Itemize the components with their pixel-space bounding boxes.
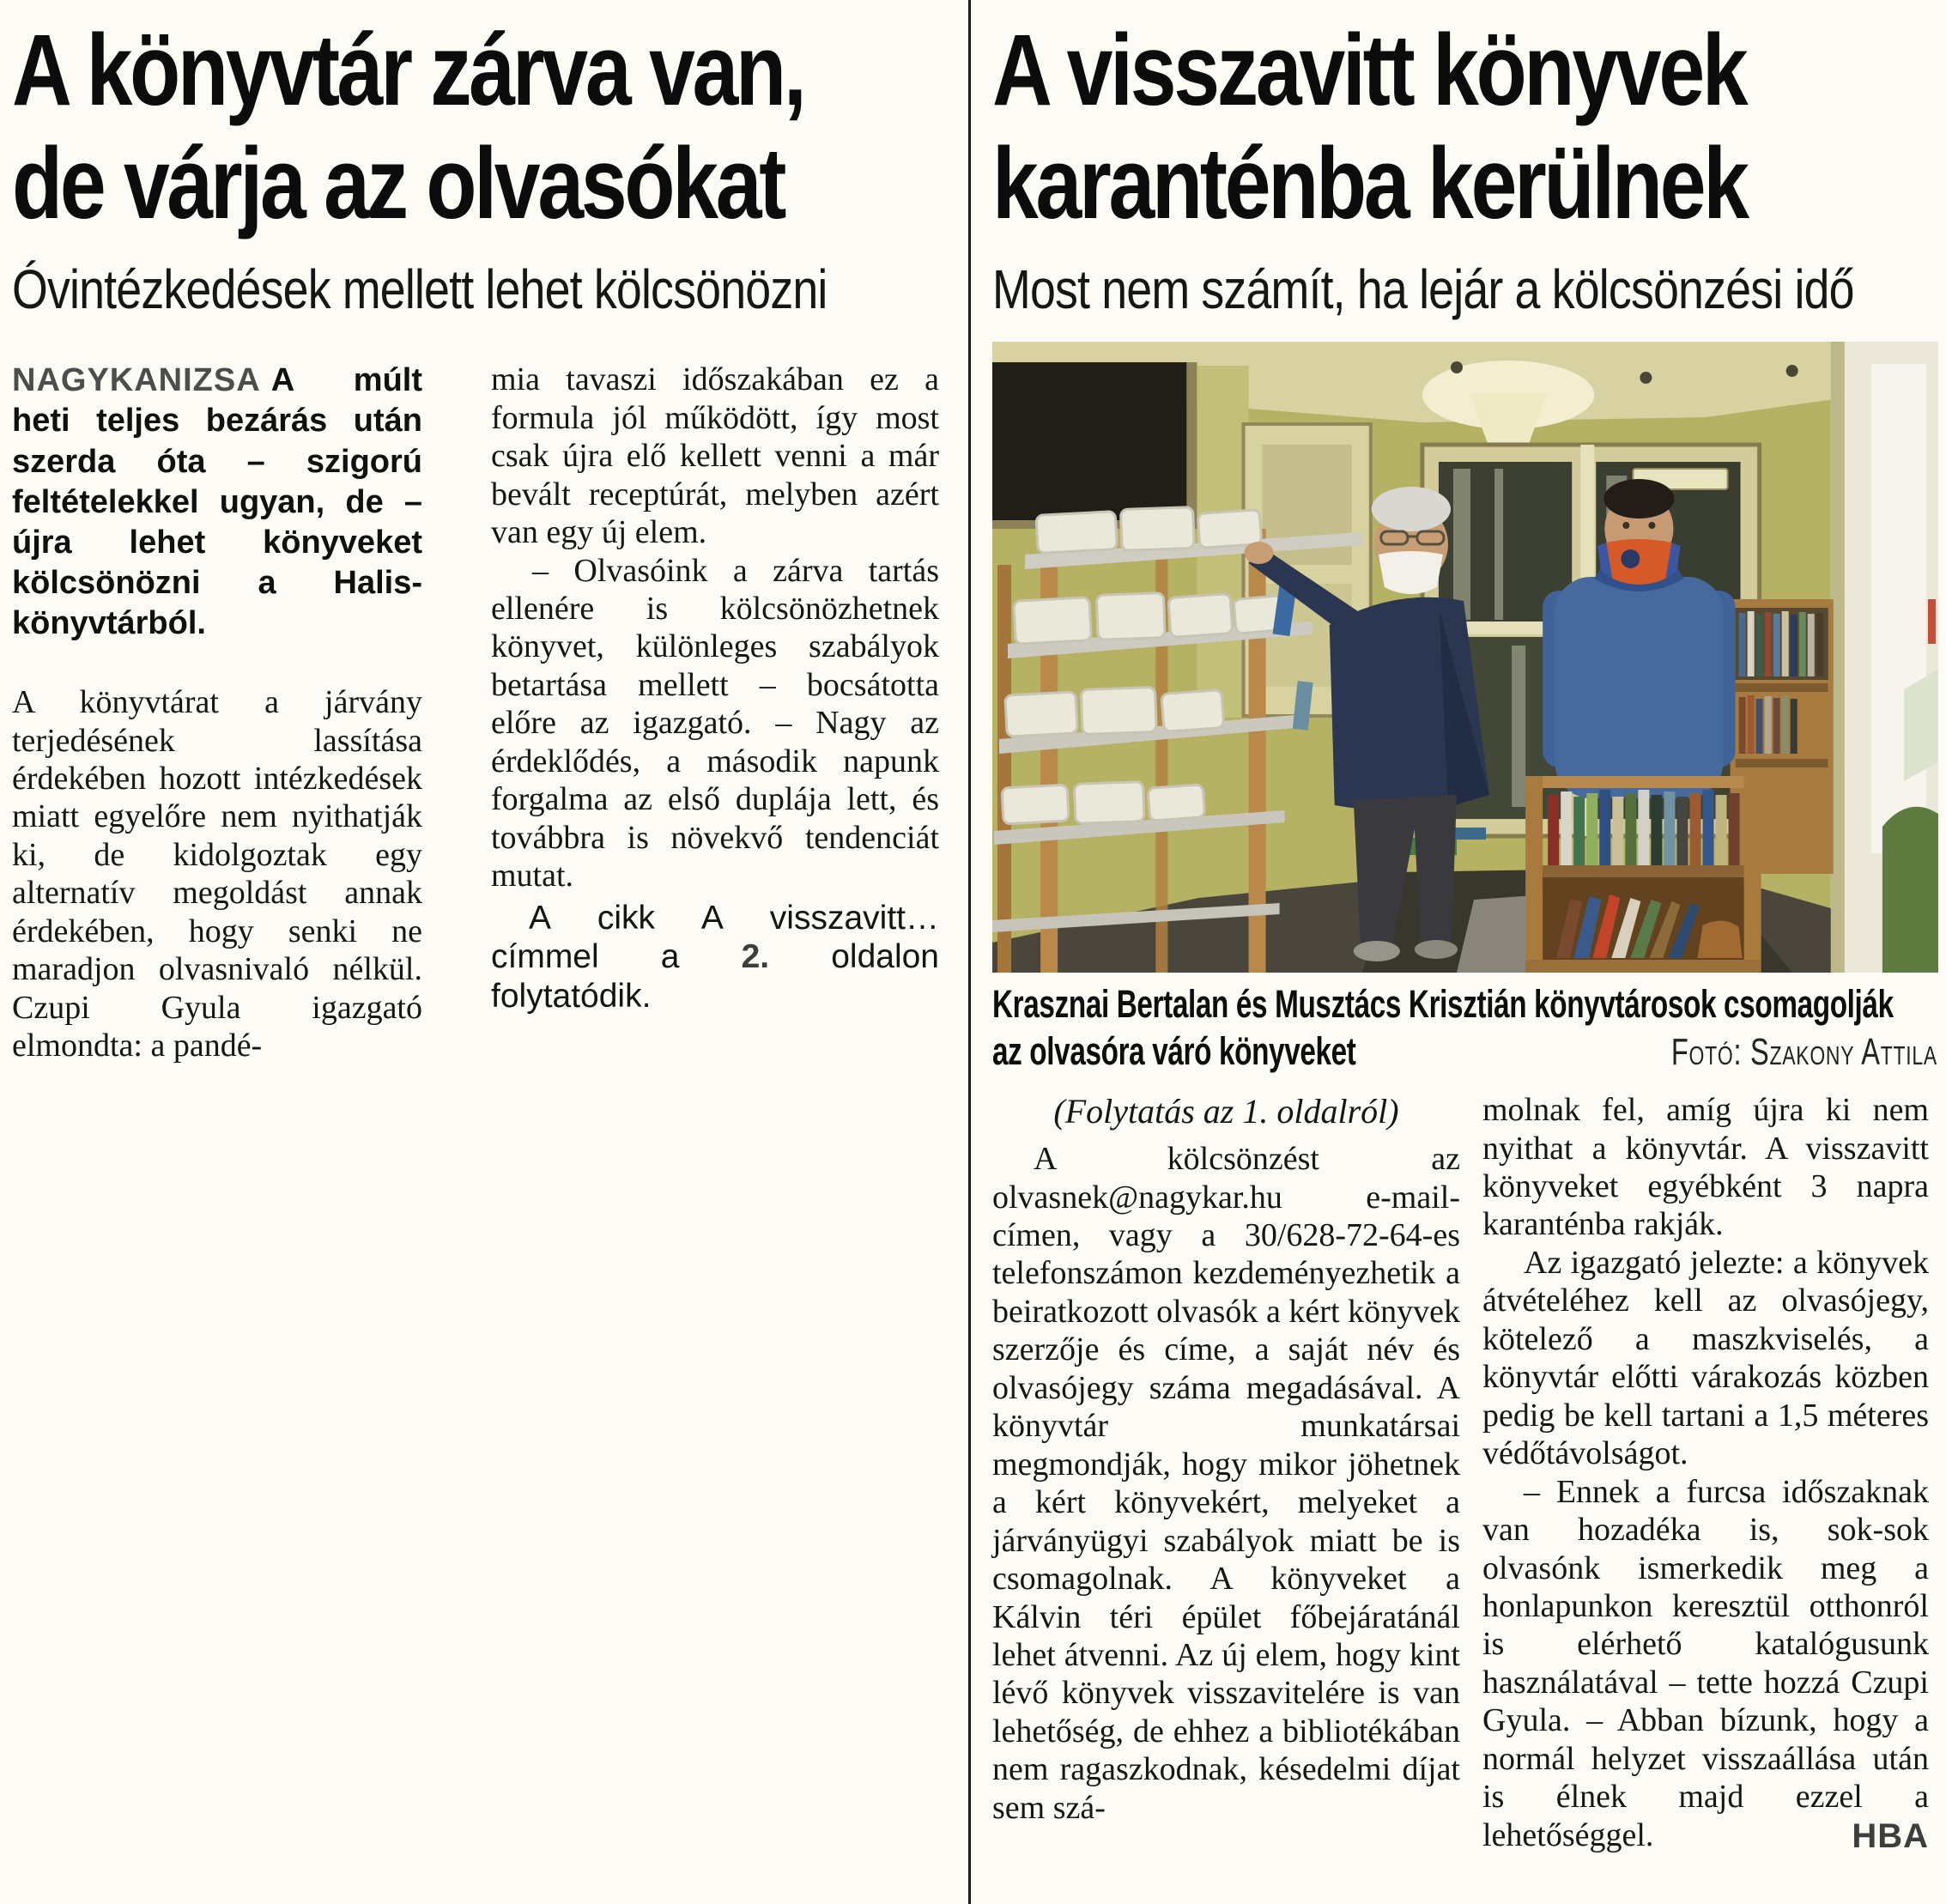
author-initials: HBA — [1852, 1816, 1929, 1855]
column-divider-rule — [968, 0, 971, 1904]
right-article-columns — [992, 1091, 1938, 1856]
left-subtitle: Óvintézkedések mellett lehet kölcsönözni — [12, 258, 828, 321]
photo-caption-line1: Krasznai Bertalan és Musztács Krisztián könyvtárosok csomagolják — [992, 982, 1894, 1027]
left-headline-line1: A könyvtár zárva van, — [12, 14, 804, 127]
lead-paragraph — [12, 361, 422, 644]
article-figure — [992, 342, 1938, 1076]
left-headline — [12, 14, 956, 240]
left-headline-line2: de várja az olvasókat — [12, 127, 785, 241]
continuation-suffix: oldalon folytatódik. — [491, 938, 939, 1015]
photo-caption-line2: az olvasóra váró könyveket — [992, 1029, 1356, 1074]
body-paragraph: molnak fel, amíg újra ki nem nyithat a könyvtár. A visszavitt könyveket egyébként 3 napra karanténba rakják. — [1482, 1092, 1929, 1243]
right-headline-line1: A visszavitt könyvek — [992, 14, 1746, 127]
body-paragraph: – Olvasóink a zárva tartás ellenére is kölcsönözhetnek könyvet, különleges szabályok betartása mellett – bocsátotta előre az igazgató. – Nagy az érdeklődés, a második napunk forgalma az első duplája lett, és továbbra is növekvő tendenciát mutat. — [491, 552, 939, 894]
continuation-notice — [491, 899, 939, 1016]
article-library-closed — [12, 14, 956, 1065]
body-paragraph: A kölcsönzést az olvasnek@nagykar.hu e-mail-címen, vagy a 30/628-72-64-es telefonszámon kezdeményezhetik a beiratkozott olvasók a kért könyvek szerzője és címe, a saját név és olvasójegy száma megadásával. A könyvtár munkatársai megmondják, hogy mikor jöhetnek a kért könyvekért, melyeket a járványügyi szabályok miatt be is csomagolnak. A könyveket a Kálvin téri épület főbejáratánál lehet átvenni. Az új elem, hogy kint lévő könyvek visszavitelére is van lehetőség, de ehhez a bibliotékában nem ragaszkodnak, késedelmi díjat sem szá- — [992, 1141, 1460, 1826]
body-paragraph — [1482, 1473, 1929, 1855]
article-quarantined-books — [992, 14, 1938, 1857]
continuation-prefix: A cikk A visszavitt… címmel a — [491, 899, 939, 976]
library-photo — [992, 342, 1938, 973]
closing-paragraph-text: – Ennek a furcsa időszaknak van hozadéka is, sok-sok olvasónk ismerkedik meg a honlapunkon keresztül otthonról is elérhető katalógusunk használatával – tette hozzá Czupi Gyula. – Abban bízunk, hogy a normál helyzet visszaállása után is élnek majd ezzel a lehetőséggel. — [1482, 1473, 1929, 1853]
right-headline — [992, 14, 1938, 240]
left-article-column-2 — [491, 361, 939, 1064]
photo-caption — [992, 981, 1938, 1076]
continuation-page-number: 2. — [741, 938, 770, 976]
lead-text: A múlt heti teljes bezárás után szerda óta – szigorú feltételekkel ugyan, de – újra lehet könyveket kölcsönözni a Halis-könyvtárból. — [12, 362, 422, 641]
right-article-column-1 — [992, 1091, 1460, 1856]
dateline-location: NAGYKANIZSA — [12, 362, 261, 399]
right-article-column-2 — [1482, 1091, 1929, 1856]
continuation-from-note: (Folytatás az 1. oldalról) — [1053, 1092, 1399, 1131]
right-headline-line2: karanténba kerülnek — [992, 127, 1747, 241]
photo-credit: Fotó: Szakony Attila — [1670, 1031, 1937, 1074]
left-article-columns — [12, 361, 956, 1064]
book-cart — [1525, 776, 1761, 973]
body-paragraph: A könyvtárat a járvány terjedésének lassítása érdekében hozott intézkedések miatt egyelőre nem nyithatják ki, de kidolgoztak egy alternatív megoldást annak érdekében, hogy senki ne maradjon olvasnivaló nélkül. Czupi Gyula igazgató elmondta: a pandé- — [12, 684, 422, 1064]
left-article-column-1 — [12, 361, 422, 1064]
right-subtitle: Most nem számít, ha lejár a kölcsönzési idő — [992, 258, 1854, 321]
body-paragraph: Az igazgató jelezte: a könyvek átvételéhez kell az olvasójegy, kötelező a maszkviselés, a könyvtár előtti várakozás közben pedig be kell tartani a 1,5 méteres védőtávolságot. — [1482, 1244, 1929, 1472]
body-paragraph: mia tavaszi időszakában ez a formula jól működött, így most csak újra elő kellett venni a már bevált receptúrát, melyben azért van egy új elem. — [491, 361, 939, 551]
